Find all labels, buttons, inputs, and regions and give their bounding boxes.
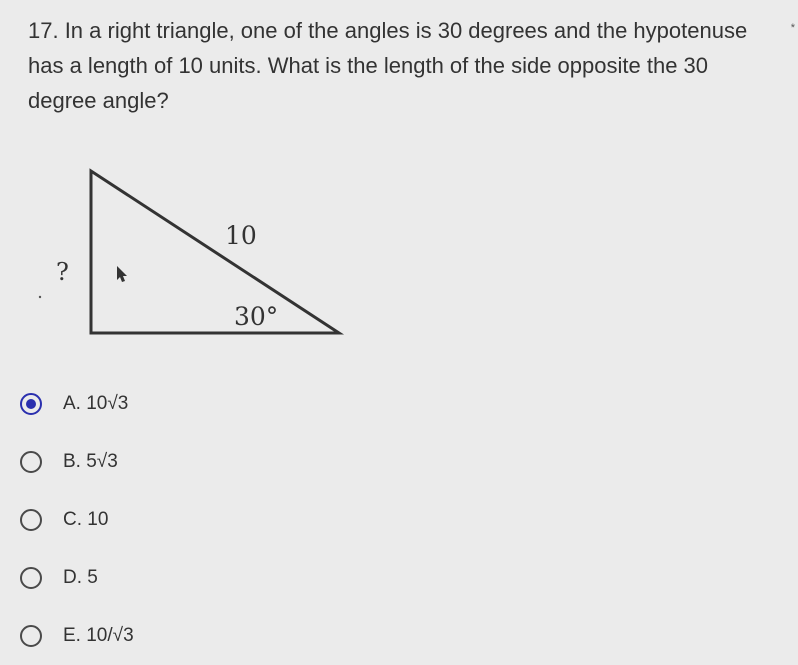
question-text: 17. In a right triangle, one of the angles is 30 degrees and the hypotenuse has a length of 10 units. What is the length of the side opposite the 30 degree angle? xyxy=(28,18,748,113)
answer-choices xyxy=(20,375,134,665)
choice-d-label: D. 5 xyxy=(63,567,98,588)
choice-b[interactable] xyxy=(20,433,134,491)
hypotenuse-label: 10 xyxy=(225,221,257,250)
choice-b-label: B. 5√3 xyxy=(63,451,118,472)
radio-unselected-icon[interactable] xyxy=(20,625,42,647)
right-triangle xyxy=(91,171,339,333)
choice-c[interactable] xyxy=(20,491,134,549)
choice-a[interactable] xyxy=(20,375,134,433)
stray-dot xyxy=(39,296,41,298)
radio-unselected-icon[interactable] xyxy=(20,509,42,531)
choice-e[interactable] xyxy=(20,607,134,665)
angle-label: 30° xyxy=(234,302,279,331)
choice-e-label: E. 10/√3 xyxy=(63,625,134,646)
triangle-figure xyxy=(0,0,360,360)
unknown-side-label: ? xyxy=(56,258,69,286)
radio-selected-icon[interactable] xyxy=(20,393,42,415)
radio-unselected-icon[interactable] xyxy=(20,451,42,473)
choice-a-label: A. 10√3 xyxy=(63,393,129,414)
choice-c-label: C. 10 xyxy=(63,509,109,530)
edge-mark-icon: * xyxy=(790,22,795,34)
choice-d[interactable] xyxy=(20,549,134,607)
radio-unselected-icon[interactable] xyxy=(20,567,42,589)
mouse-cursor-icon xyxy=(117,266,127,282)
